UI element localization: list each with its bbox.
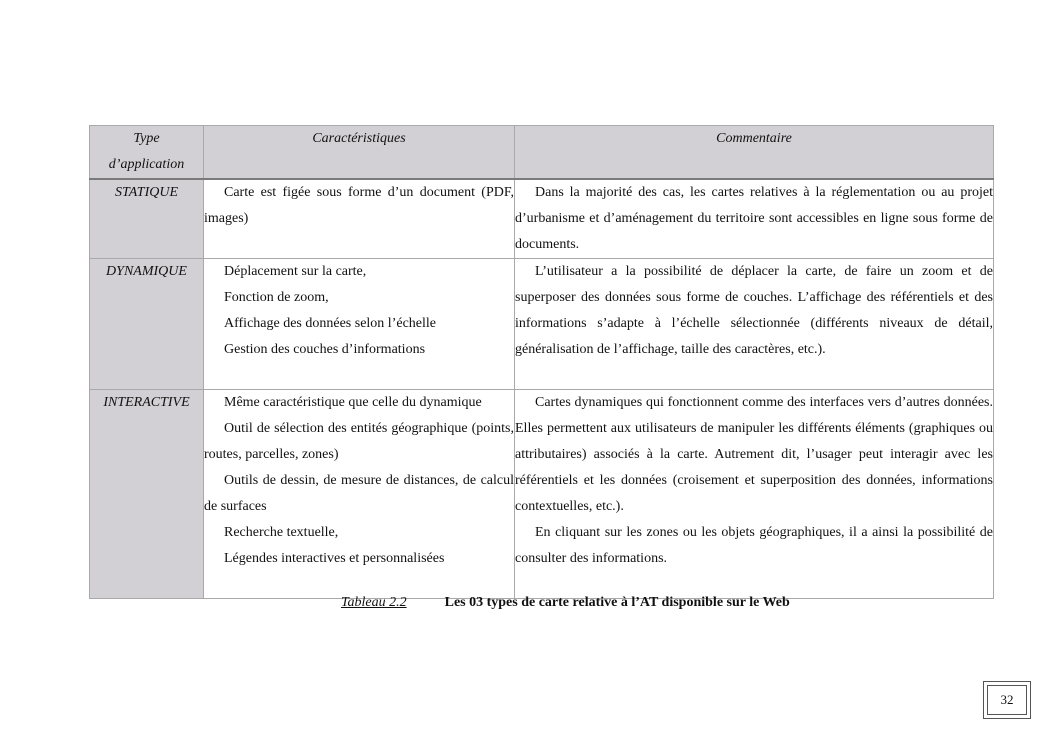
header-features: Caractéristiques [204,126,515,180]
row-comment [515,259,994,390]
row-features [204,390,515,599]
row-type: DYNAMIQUE [90,259,204,390]
row-features [204,179,515,259]
header-type-line-1: Type [133,131,160,146]
table-row [90,179,994,259]
row-comment [515,390,994,599]
caption-title: Les 03 types de carte relative à l’AT disponible sur le Web [444,595,790,610]
comment-paragraph: Cartes dynamiques qui fonctionnent comme des interfaces vers d’autres données. Elles permettent aux utilisateurs de manipuler les différents éléments (graphiques ou attributaires) associés à la carte. Autrement dit, l’usager peut interagir avec les référentiels et les données (croisement et superposition des données, informations contextuelles, etc.). [515,395,993,514]
table-header-row [90,126,994,180]
row-type: INTERACTIVE [90,390,204,599]
feature-line: Déplacement sur la carte, [224,264,367,279]
feature-line: Outils de dessin, de mesure de distances, de calcul de surfaces [204,473,514,514]
feature-line: Outil de sélection des entités géographique (points, routes, parcelles, zones) [204,421,514,462]
caption-number: Tableau 2.2 [341,595,407,610]
feature-line: Carte est figée sous forme d’un document (PDF, images) [204,185,514,226]
comment-paragraph: Dans la majorité des cas, les cartes relatives à la réglementation ou au projet d’urbanisme et d’aménagement du territoire sont accessibles en ligne sous forme de documents. [515,185,993,252]
feature-line: Fonction de zoom, [224,290,329,305]
comment-paragraph: En cliquant sur les zones ou les objets géographiques, il a ainsi la possibilité de consulter des informations. [515,525,993,566]
comment-paragraph: L’utilisateur a la possibilité de déplacer la carte, de faire un zoom et de superposer des données sous forme de couches. L’affichage des référentiels et des informations s’adapte à l’échelle sélectionnée (différents niveaux de détail, généralisation de l’affichage, taille des caractères, etc.). [515,264,993,357]
feature-line: Légendes interactives et personnalisées [224,551,445,566]
feature-line: Gestion des couches d’informations [224,342,426,357]
feature-line: Affichage des données selon l’échelle [224,316,436,331]
feature-line: Même caractéristique que celle du dynamique [224,395,482,410]
table-row [90,390,994,599]
row-comment [515,179,994,259]
table-caption [341,594,790,612]
header-comment: Commentaire [515,126,994,180]
header-type-line-2: d’application [108,157,185,172]
row-type: STATIQUE [90,179,204,259]
page-number-box [983,681,1031,719]
page-number: 32 [987,685,1027,715]
feature-line: Recherche textuelle, [224,525,339,540]
header-type [90,126,204,180]
map-types-table [89,125,994,599]
row-features [204,259,515,390]
table-row [90,259,994,390]
